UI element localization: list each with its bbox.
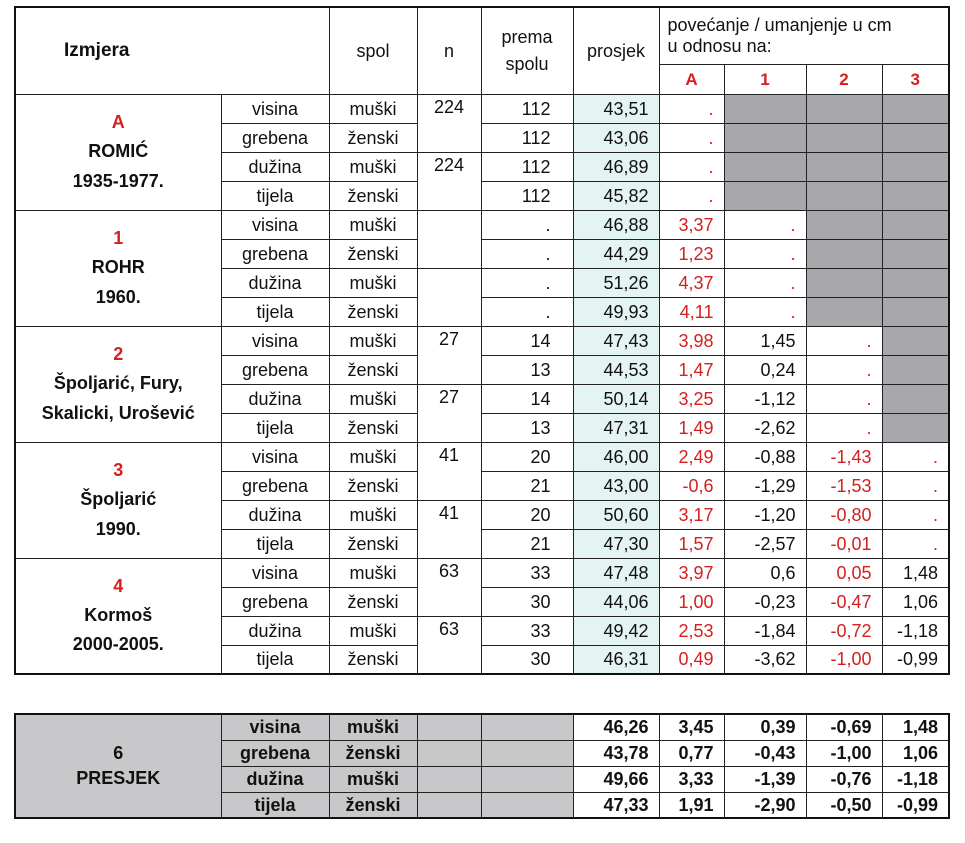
diff-cell: -1,00 — [806, 645, 882, 674]
diff-cell: 1,47 — [659, 355, 724, 384]
table-row — [15, 94, 949, 123]
diff-cell: . — [659, 123, 724, 152]
n-cell: 27 — [417, 384, 481, 442]
subheader-3: 3 — [882, 64, 949, 94]
diff-cell: 1,48 — [882, 558, 949, 587]
header-row — [15, 7, 949, 64]
n-cell: 27 — [417, 326, 481, 384]
diff-cell: 0,05 — [806, 558, 882, 587]
prema-cell: 14 — [481, 384, 573, 413]
summary-label — [15, 714, 221, 818]
diff-cell: . — [659, 181, 724, 210]
measure-cell: tijela — [221, 529, 329, 558]
diff-cell: 4,37 — [659, 268, 724, 297]
average-cell: 47,48 — [573, 558, 659, 587]
summary-diff-cell: 1,48 — [882, 714, 949, 740]
table-row — [15, 558, 949, 587]
diff-cell — [806, 123, 882, 152]
sex-cell: muški — [329, 268, 417, 297]
average-cell: 43,06 — [573, 123, 659, 152]
summary-prema-cell — [481, 740, 573, 766]
summary-diff-cell: -0,43 — [724, 740, 806, 766]
diff-cell: 3,25 — [659, 384, 724, 413]
diff-cell — [724, 181, 806, 210]
diff-cell: -1,18 — [882, 616, 949, 645]
summary-n-cell — [417, 714, 481, 740]
diff-cell: 3,97 — [659, 558, 724, 587]
average-cell: 46,88 — [573, 210, 659, 239]
average-cell: 44,29 — [573, 239, 659, 268]
average-cell: 47,43 — [573, 326, 659, 355]
diff-cell: . — [806, 355, 882, 384]
prema-cell: 30 — [481, 587, 573, 616]
diff-cell: -1,29 — [724, 471, 806, 500]
prema-cell: 112 — [481, 181, 573, 210]
diff-cell — [882, 413, 949, 442]
header-izmjera-spacer — [221, 7, 329, 94]
measure-cell: dužina — [221, 500, 329, 529]
diff-cell: -0,88 — [724, 442, 806, 471]
group-label — [15, 326, 221, 442]
diff-cell: . — [806, 384, 882, 413]
group-code: A — [111, 112, 125, 133]
sex-cell: muški — [329, 210, 417, 239]
group-name-line: Špoljarić — [80, 489, 157, 510]
average-cell: 44,06 — [573, 587, 659, 616]
summary-diff-cell: -1,18 — [882, 766, 949, 792]
average-cell: 51,26 — [573, 268, 659, 297]
measure-cell: tijela — [221, 413, 329, 442]
summary-measure-cell: visina — [221, 714, 329, 740]
summary-diff-cell: 3,45 — [659, 714, 724, 740]
average-cell: 46,00 — [573, 442, 659, 471]
header-povecanje-line2: u odnosu na: — [667, 35, 772, 56]
prema-cell: 30 — [481, 645, 573, 674]
summary-prema-cell — [481, 766, 573, 792]
diff-cell — [882, 181, 949, 210]
prema-cell: 33 — [481, 616, 573, 645]
diff-cell — [806, 268, 882, 297]
header-prema-line2: spolu — [505, 53, 549, 74]
sex-cell: muški — [329, 558, 417, 587]
summary-code: 6 — [113, 742, 124, 763]
sex-cell: ženski — [329, 413, 417, 442]
summary-sex-cell: ženski — [329, 740, 417, 766]
diff-cell: . — [724, 297, 806, 326]
summary-diff-cell: -2,90 — [724, 792, 806, 818]
measure-cell: visina — [221, 558, 329, 587]
summary-diff-cell: -0,76 — [806, 766, 882, 792]
prema-cell: 20 — [481, 500, 573, 529]
sex-cell: ženski — [329, 645, 417, 674]
average-cell: 49,93 — [573, 297, 659, 326]
diff-cell: . — [882, 529, 949, 558]
summary-average-cell: 49,66 — [573, 766, 659, 792]
group-code: 3 — [113, 460, 124, 481]
sex-cell: muški — [329, 152, 417, 181]
prema-cell: 21 — [481, 471, 573, 500]
header-n: n — [417, 7, 481, 94]
diff-cell: . — [882, 442, 949, 471]
diff-cell: . — [659, 94, 724, 123]
prema-cell: . — [481, 268, 573, 297]
diff-cell — [806, 239, 882, 268]
measure-cell: grebena — [221, 471, 329, 500]
diff-cell — [724, 123, 806, 152]
group-label — [15, 94, 221, 210]
table-row — [15, 326, 949, 355]
diff-cell: -0,6 — [659, 471, 724, 500]
average-cell: 49,42 — [573, 616, 659, 645]
sex-cell: muški — [329, 616, 417, 645]
summary-sex-cell: muški — [329, 766, 417, 792]
diff-cell: -2,57 — [724, 529, 806, 558]
measure-cell: grebena — [221, 239, 329, 268]
summary-average-cell: 47,33 — [573, 792, 659, 818]
group-name-line: 1990. — [95, 518, 141, 539]
group-name-line: 1935-1977. — [72, 170, 164, 191]
summary-prema-cell — [481, 714, 573, 740]
n-cell: 224 — [417, 94, 481, 152]
group-code: 2 — [113, 344, 124, 365]
diff-cell: 4,11 — [659, 297, 724, 326]
diff-cell: . — [806, 413, 882, 442]
average-cell: 46,31 — [573, 645, 659, 674]
group-name-line: ROHR — [91, 257, 145, 278]
sex-cell: ženski — [329, 355, 417, 384]
diff-cell: -1,20 — [724, 500, 806, 529]
group-label — [15, 442, 221, 558]
group-name-line: ROMIĆ — [88, 141, 149, 162]
diff-cell — [806, 297, 882, 326]
average-cell: 50,14 — [573, 384, 659, 413]
measure-cell: visina — [221, 442, 329, 471]
group-name-line: Skalicki, Urošević — [41, 402, 195, 423]
diff-cell: 0,49 — [659, 645, 724, 674]
header-prosjek: prosjek — [573, 7, 659, 94]
n-cell — [417, 268, 481, 326]
diff-cell: 1,49 — [659, 413, 724, 442]
diff-cell — [882, 268, 949, 297]
summary-diff-cell: 0,77 — [659, 740, 724, 766]
group-code: 4 — [113, 576, 124, 597]
diff-cell: . — [806, 326, 882, 355]
average-cell: 46,89 — [573, 152, 659, 181]
summary-diff-cell: -1,00 — [806, 740, 882, 766]
average-cell: 47,30 — [573, 529, 659, 558]
group-name-line: 1960. — [95, 286, 141, 307]
summary-sex-cell: muški — [329, 714, 417, 740]
diff-cell — [806, 181, 882, 210]
diff-cell: . — [882, 471, 949, 500]
data-table — [14, 6, 950, 675]
sex-cell: ženski — [329, 181, 417, 210]
diff-cell: 3,17 — [659, 500, 724, 529]
measure-cell: dužina — [221, 268, 329, 297]
diff-cell: -0,47 — [806, 587, 882, 616]
diff-cell: . — [724, 210, 806, 239]
header-povecanje — [659, 7, 949, 64]
sex-cell: muški — [329, 326, 417, 355]
prema-cell: 33 — [481, 558, 573, 587]
summary-measure-cell: grebena — [221, 740, 329, 766]
measure-cell: grebena — [221, 123, 329, 152]
summary-diff-cell: 0,39 — [724, 714, 806, 740]
summary-diff-cell: -0,69 — [806, 714, 882, 740]
n-cell: 41 — [417, 500, 481, 558]
diff-cell — [806, 152, 882, 181]
group-label — [15, 558, 221, 674]
diff-cell — [724, 94, 806, 123]
diff-cell: . — [659, 152, 724, 181]
diff-cell: -0,01 — [806, 529, 882, 558]
average-cell: 47,31 — [573, 413, 659, 442]
average-cell: 44,53 — [573, 355, 659, 384]
diff-cell — [882, 297, 949, 326]
diff-cell: 3,37 — [659, 210, 724, 239]
subheader-2: 2 — [806, 64, 882, 94]
diff-cell: . — [724, 239, 806, 268]
sex-cell: ženski — [329, 297, 417, 326]
diff-cell — [806, 210, 882, 239]
summary-n-cell — [417, 740, 481, 766]
prema-cell: . — [481, 297, 573, 326]
group-name-line: Špoljarić, Fury, — [53, 373, 183, 394]
sex-cell: ženski — [329, 529, 417, 558]
subheader-a: A — [659, 64, 724, 94]
measure-cell: dužina — [221, 152, 329, 181]
diff-cell: 0,6 — [724, 558, 806, 587]
measure-cell: grebena — [221, 587, 329, 616]
diff-cell — [882, 123, 949, 152]
summary-average-cell: 46,26 — [573, 714, 659, 740]
diff-cell: . — [882, 500, 949, 529]
summary-diff-cell: 1,91 — [659, 792, 724, 818]
group-name-line: Kormoš — [84, 605, 153, 626]
average-cell: 43,51 — [573, 94, 659, 123]
table-row — [15, 210, 949, 239]
diff-cell: -0,80 — [806, 500, 882, 529]
table-row — [15, 442, 949, 471]
diff-cell: -3,62 — [724, 645, 806, 674]
sex-cell: ženski — [329, 587, 417, 616]
diff-cell: -1,12 — [724, 384, 806, 413]
measure-cell: grebena — [221, 355, 329, 384]
prema-cell: 21 — [481, 529, 573, 558]
summary-row — [15, 714, 949, 740]
diff-cell: -1,53 — [806, 471, 882, 500]
diff-cell — [882, 384, 949, 413]
diff-cell — [724, 152, 806, 181]
prema-cell: 112 — [481, 94, 573, 123]
diff-cell: -0,99 — [882, 645, 949, 674]
summary-diff-cell: -1,39 — [724, 766, 806, 792]
diff-cell: -0,23 — [724, 587, 806, 616]
summary-name: PRESJEK — [76, 768, 161, 788]
diff-cell: -2,62 — [724, 413, 806, 442]
measure-cell: dužina — [221, 384, 329, 413]
subheader-1: 1 — [724, 64, 806, 94]
group-name-line: 2000-2005. — [72, 634, 164, 655]
diff-cell — [882, 210, 949, 239]
diff-cell: 1,00 — [659, 587, 724, 616]
diff-cell: 1,45 — [724, 326, 806, 355]
diff-cell — [882, 326, 949, 355]
diff-cell: 1,06 — [882, 587, 949, 616]
diff-cell — [882, 355, 949, 384]
diff-cell: -1,43 — [806, 442, 882, 471]
diff-cell — [882, 152, 949, 181]
diff-cell: 2,53 — [659, 616, 724, 645]
diff-cell: 2,49 — [659, 442, 724, 471]
sex-cell: muški — [329, 500, 417, 529]
diff-cell: 3,98 — [659, 326, 724, 355]
diff-cell — [806, 94, 882, 123]
summary-diff-cell: 1,06 — [882, 740, 949, 766]
summary-table — [14, 713, 950, 819]
summary-average-cell: 43,78 — [573, 740, 659, 766]
average-cell: 43,00 — [573, 471, 659, 500]
measure-cell: visina — [221, 326, 329, 355]
diff-cell: -0,72 — [806, 616, 882, 645]
prema-cell: 13 — [481, 413, 573, 442]
n-cell: 63 — [417, 558, 481, 616]
header-prema-line1: prema — [501, 26, 553, 47]
diff-cell: -1,84 — [724, 616, 806, 645]
measure-cell: visina — [221, 210, 329, 239]
sex-cell: ženski — [329, 471, 417, 500]
measure-cell: tijela — [221, 181, 329, 210]
prema-cell: . — [481, 210, 573, 239]
header-povecanje-line1: povećanje / umanjenje u cm — [667, 15, 892, 36]
diff-cell: 1,23 — [659, 239, 724, 268]
average-cell: 50,60 — [573, 500, 659, 529]
sex-cell: ženski — [329, 239, 417, 268]
summary-diff-cell: -0,50 — [806, 792, 882, 818]
summary-diff-cell: 3,33 — [659, 766, 724, 792]
n-cell: 41 — [417, 442, 481, 500]
header-spol: spol — [329, 7, 417, 94]
summary-measure-cell: tijela — [221, 792, 329, 818]
average-cell: 45,82 — [573, 181, 659, 210]
group-code: 1 — [113, 228, 124, 249]
diff-cell — [882, 239, 949, 268]
measure-cell: tijela — [221, 297, 329, 326]
prema-cell: 112 — [481, 123, 573, 152]
measure-cell: visina — [221, 94, 329, 123]
summary-diff-cell: -0,99 — [882, 792, 949, 818]
summary-sex-cell: ženski — [329, 792, 417, 818]
n-cell: 224 — [417, 152, 481, 210]
diff-cell: . — [724, 268, 806, 297]
summary-n-cell — [417, 766, 481, 792]
summary-n-cell — [417, 792, 481, 818]
prema-cell: 13 — [481, 355, 573, 384]
group-label — [15, 210, 221, 326]
n-cell: 63 — [417, 616, 481, 674]
measure-cell: tijela — [221, 645, 329, 674]
prema-cell: 20 — [481, 442, 573, 471]
prema-cell: . — [481, 239, 573, 268]
sex-cell: muški — [329, 442, 417, 471]
header-izmjera: Izmjera — [15, 7, 221, 94]
summary-measure-cell: dužina — [221, 766, 329, 792]
n-cell — [417, 210, 481, 268]
sex-cell: muški — [329, 384, 417, 413]
sex-cell: muški — [329, 94, 417, 123]
diff-cell: 1,57 — [659, 529, 724, 558]
diff-cell: 0,24 — [724, 355, 806, 384]
prema-cell: 112 — [481, 152, 573, 181]
diff-cell — [882, 94, 949, 123]
summary-prema-cell — [481, 792, 573, 818]
header-prema — [481, 7, 573, 94]
prema-cell: 14 — [481, 326, 573, 355]
sex-cell: ženski — [329, 123, 417, 152]
measure-cell: dužina — [221, 616, 329, 645]
